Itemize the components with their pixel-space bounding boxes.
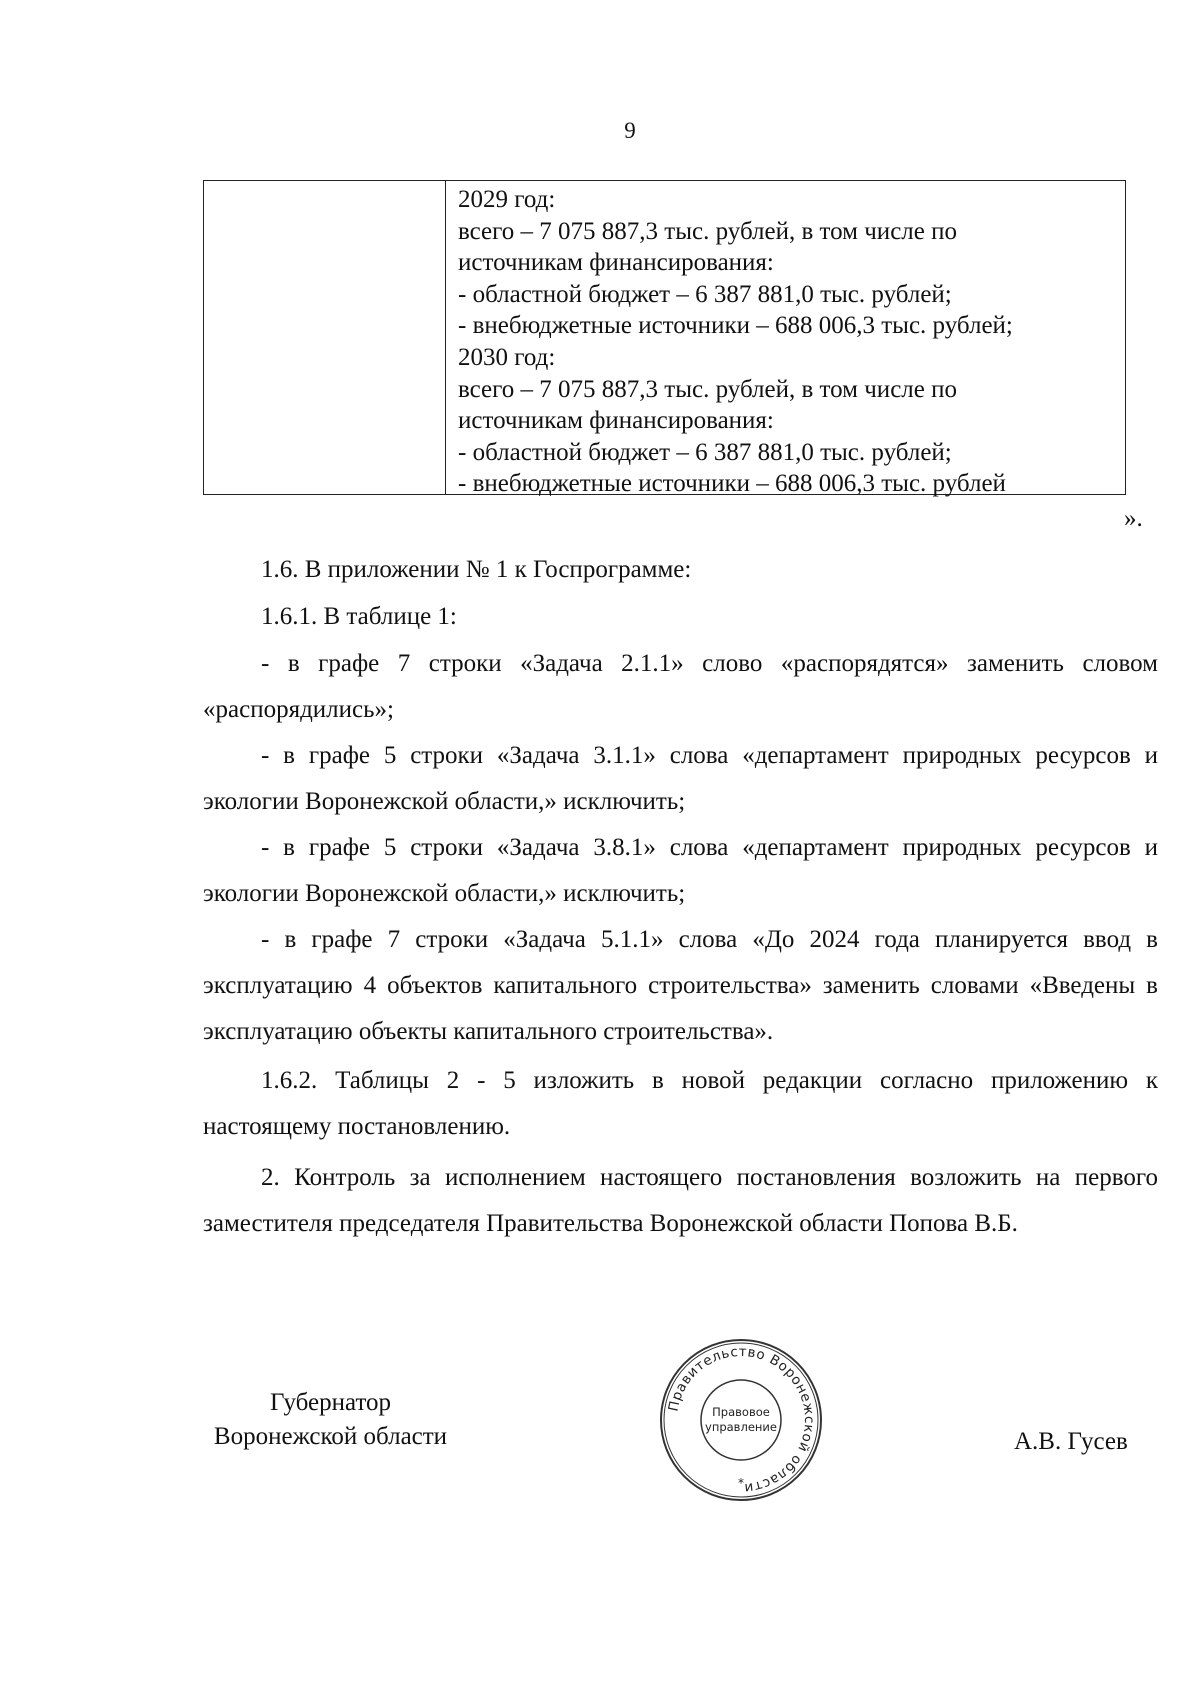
table-line: источникам финансирования: <box>458 249 774 277</box>
paragraph-control <box>203 1155 1158 1247</box>
paragraph-text: 2. Контроль за исполнением настоящего постановления возложить на первого заместителя председателя Правительства Воронежской области Попова В.Б. <box>203 1164 1158 1237</box>
table-line: - внебюджетные источники – 688 006,3 тыс. рублей <box>458 470 1006 498</box>
paragraph-1-6-2 <box>203 1058 1158 1150</box>
funding-table <box>203 180 1126 498</box>
table-line: 2030 год: <box>458 343 556 371</box>
paragraph-text: - в графе 7 строки «Задача 2.1.1» слово «распорядятся» заменить словом «распорядились»; <box>203 650 1158 723</box>
table-right-cell <box>446 181 1125 498</box>
signature-title <box>198 1386 463 1454</box>
paragraph-1-6 <box>203 547 1158 593</box>
table-line: - областной бюджет – 6 387 881,0 тыс. рублей; <box>458 280 952 308</box>
table-left-cell <box>204 181 446 494</box>
table-line: всего – 7 075 887,3 тыс. рублей, в том числе по <box>458 217 957 245</box>
table-line: источникам финансирования: <box>458 407 774 435</box>
table-line: всего – 7 075 887,3 тыс. рублей, в том числе по <box>458 375 957 403</box>
paragraph-text: 1.6. В приложении № 1 к Госпрограмме: <box>261 556 692 583</box>
signature-name: А.В. Гусев <box>1014 1428 1128 1455</box>
page-number: 9 <box>624 118 636 143</box>
paragraph-text: - в графе 5 строки «Задача 3.8.1» слова «департамент природных ресурсов и экологии Воронежской области,» исключить; <box>203 834 1158 907</box>
paragraph-task-2-1-1 <box>203 641 1158 733</box>
signature-title-line: Губернатор <box>269 1389 392 1416</box>
stamp-inner-line: управление <box>705 1420 777 1434</box>
stamp-star: * <box>738 1476 744 1490</box>
paragraph-1-6-1 <box>203 594 1158 640</box>
paragraph-task-3-8-1 <box>203 825 1158 917</box>
signature-title-line: Воронежской области <box>213 1423 448 1450</box>
seal-stamp <box>656 1335 826 1505</box>
stamp-outer-text: Правительство Воронежской области <box>665 1343 818 1497</box>
paragraph-text: 1.6.1. В таблице 1: <box>261 603 457 630</box>
paragraph-text: 1.6.2. Таблицы 2 - 5 изложить в новой редакции согласно приложению к настоящему постановлению. <box>203 1067 1158 1140</box>
paragraph-text: - в графе 5 строки «Задача 3.1.1» слова «департамент природных ресурсов и экологии Воронежской области,» исключить; <box>203 742 1158 815</box>
table-line: 2029 год: <box>458 186 556 213</box>
paragraph-task-3-1-1 <box>203 733 1158 825</box>
table-line: - областной бюджет – 6 387 881,0 тыс. рублей; <box>458 438 952 466</box>
stamp-inner-line: Правовое <box>712 1405 770 1419</box>
paragraph-task-5-1-1 <box>203 917 1158 1055</box>
closing-quote: ». <box>1124 505 1143 532</box>
table-line: - внебюджетные источники – 688 006,3 тыс. рублей; <box>458 312 1013 340</box>
paragraph-text: - в графе 7 строки «Задача 5.1.1» слова «До 2024 года планируется ввод в эксплуатацию 4 объектов капитального строительства» заменить словами «Введены в эксплуатацию объекты капитального строительства». <box>203 926 1158 1045</box>
